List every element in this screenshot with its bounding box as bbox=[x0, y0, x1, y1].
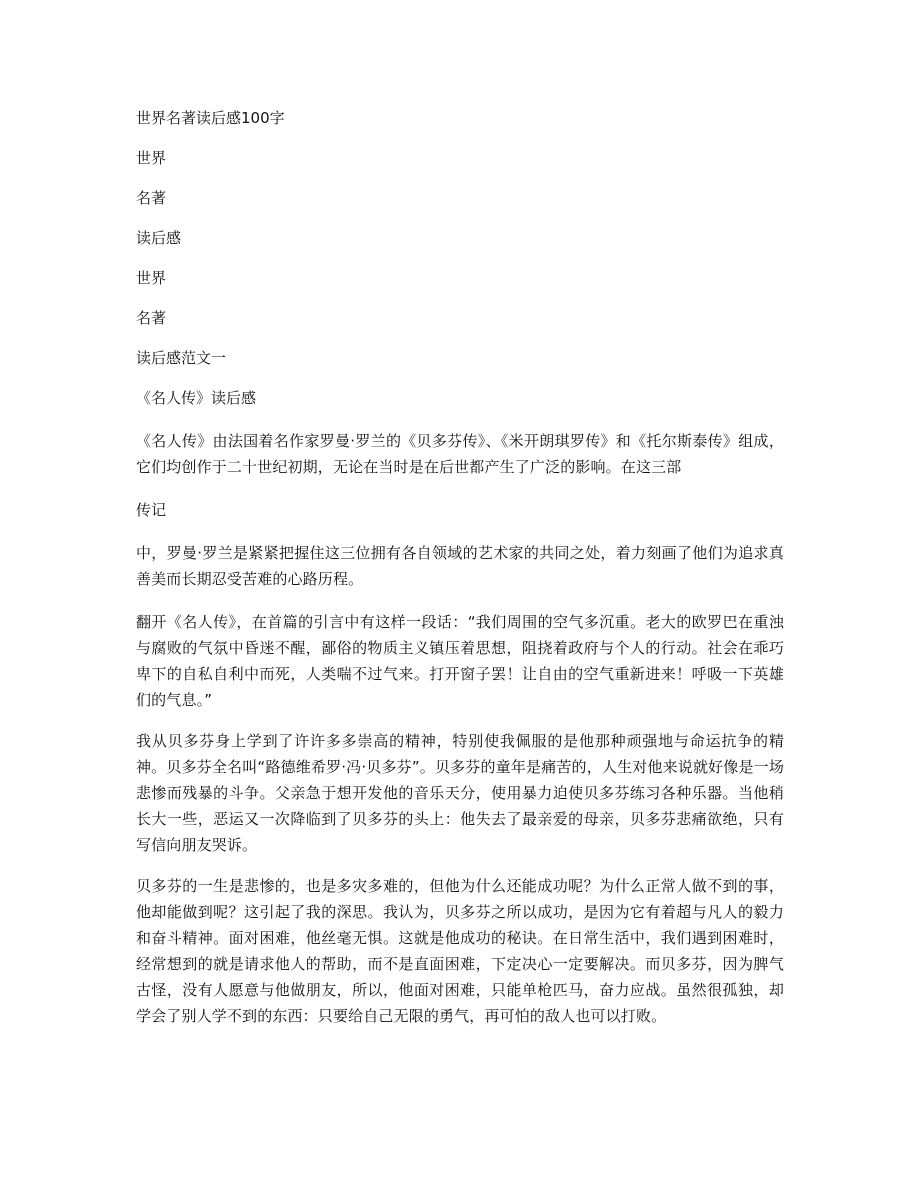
heading-line: 世界 bbox=[136, 269, 167, 287]
body-paragraph: 《名人传》由法国着名作家罗曼·罗兰的《贝多芬传》、《米开朗琪罗传》和《托尔斯泰传》组成，它们均创作于二十世纪初期，无论在当时是在后世都产生了广泛的影响。在这三部 bbox=[136, 432, 784, 476]
section-heading: 《名人传》读后感 bbox=[136, 389, 257, 407]
heading-line: 读后感范文一 bbox=[136, 349, 227, 367]
body-paragraph: 翻开《名人传》，在首篇的引言中有这样一段话：“我们周围的空气多沉重。老大的欧罗巴在重浊与腐败的气氛中昏迷不醒，鄙俗的物质主义镇压着思想，阻挠着政府与个人的行动。社会在乖巧卑下的自私自利中而死，人类喘不过气来。打开窗子罢！让自由的空气重新进来！呼吸一下英雄们的气息。” bbox=[136, 613, 784, 709]
heading-line: 名著 bbox=[136, 309, 167, 327]
heading-line: 名著 bbox=[136, 189, 167, 207]
document-page bbox=[136, 108, 784, 1046]
heading-line: 读后感 bbox=[136, 229, 182, 247]
document-title: 世界名著读后感100字 bbox=[136, 109, 285, 127]
body-paragraph: 我从贝多芬身上学到了许许多多崇高的精神，特别使我佩服的是他那种顽强地与命运抗争的精神。贝多芬全名叫“路德维希罗·冯·贝多芬”。贝多芬的童年是痛苦的，人生对他来说就好像是一场悲惨而残暴的斗争。父亲急于想开发他的音乐天分，使用暴力迫使贝多芬练习各种乐器。当他稍长大一些，恶运又一次降临到了贝多芬的头上：他失去了最亲爱的母亲，贝多芬悲痛欲绝，只有写信向朋友哭诉。 bbox=[136, 732, 784, 854]
body-paragraph: 传记 bbox=[136, 501, 167, 519]
body-paragraph: 贝多芬的一生是悲惨的，也是多灾多难的，但他为什么还能成功呢？为什么正常人做不到的事，他却能做到呢？这引起了我的深思。我认为，贝多芬之所以成功，是因为它有着超与凡人的毅力和奋斗精神。面对困难，他丝毫无惧。这就是他成功的秘诀。在日常生活中，我们遇到困难时，经常想到的就是请求他人的帮助，而不是直面困难，下定决心一定要解决。而贝多芬，因为脾气古怪，没有人愿意与他做朋友，所以，他面对困难，只能单枪匹马，奋力应战。虽然很孤独，却学会了别人学不到的东西：只要给自己无限的勇气，再可怕的敌人也可以打败。 bbox=[136, 877, 784, 1025]
heading-line: 世界 bbox=[136, 149, 167, 167]
body-paragraph: 中，罗曼·罗兰是紧紧把握住这三位拥有各自领域的艺术家的共同之处，着力刻画了他们为追求真善美而长期忍受苦难的心路历程。 bbox=[136, 544, 784, 588]
